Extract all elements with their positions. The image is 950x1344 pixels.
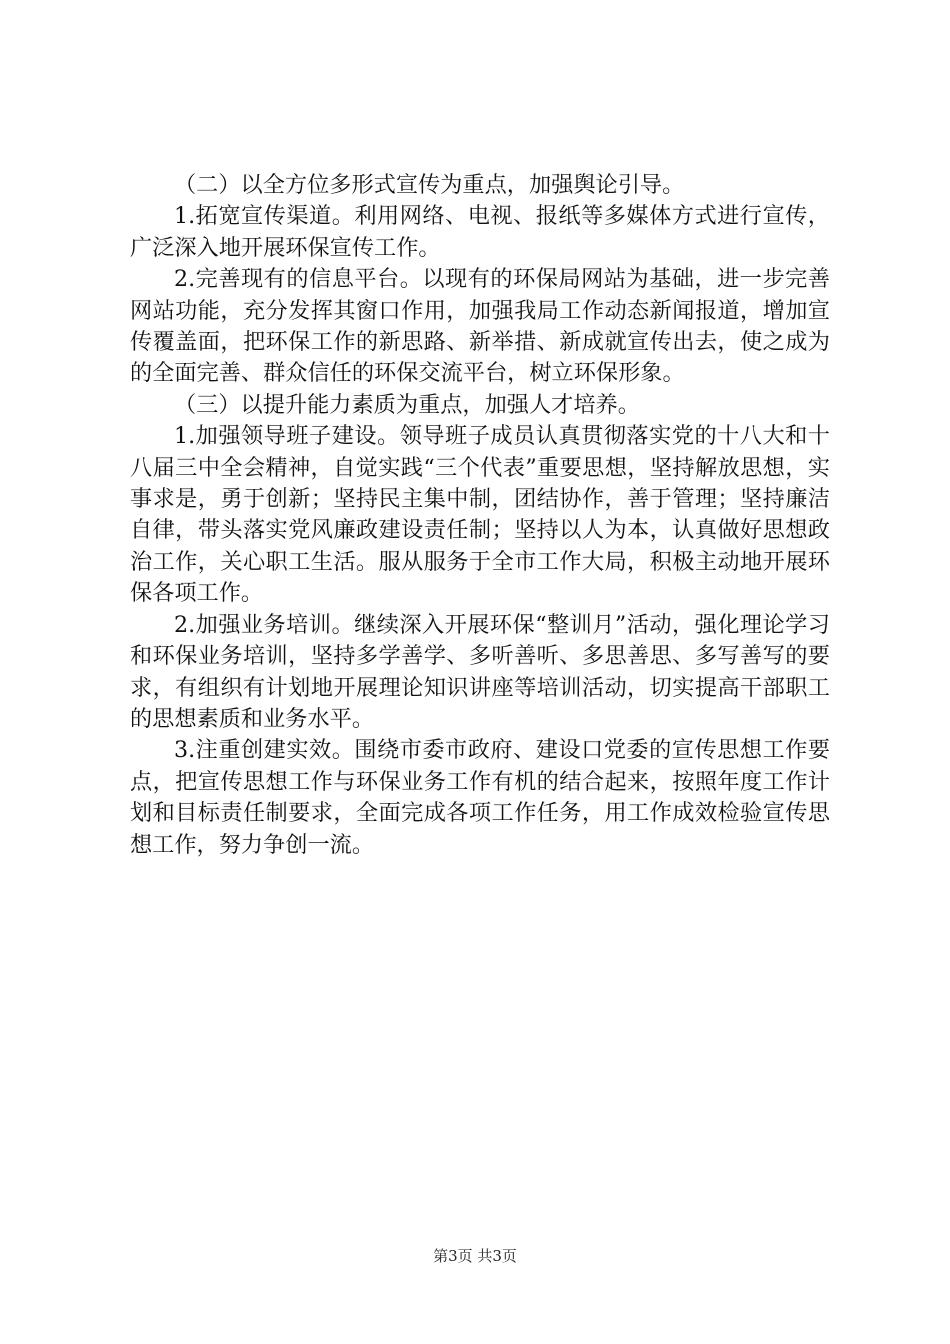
section-heading-two: （二）以全方位多形式宣传为重点，加强舆论引导。 bbox=[174, 172, 685, 198]
paragraph-leadership: 1.加强领导班子建设。领导班子成员认真贯彻落实党的十八大和十八届三中全会精神，自觉实践“三个代表”重要思想，坚持解放思想，实事求是，勇于创新；坚持民主集中制，团结协作，善于管理；坚持廉洁自律，带头落实党风廉政建设责任制；坚持以人为本，认真做好思想政治工作，关心职工生活。服从服务于全市工作大局，积极主动地开展环保各项工作。 bbox=[130, 423, 830, 607]
paragraph-info-platform: 2.完善现有的信息平台。以现有的环保局网站为基础，进一步完善网站功能，充分发挥其窗口作用，加强我局工作动态新闻报道，增加宣传覆盖面，把环保工作的新思路、新举措、新成就宣传出去，使之成为的全面完善、群众信任的环保交流平台，树立环保形象。 bbox=[130, 266, 830, 387]
paragraph-training: 2.加强业务培训。继续深入开展环保“整训月”活动，强化理论学习和环保业务培训，坚持多学善学、多听善听、多思善思、多写善写的要求，有组织有计划地开展理论知识讲座等培训活动，切实提高干部职工的思想素质和业务水平。 bbox=[130, 611, 830, 732]
paragraph-effectiveness: 3.注重创建实效。围绕市委市政府、建设口党委的宣传思想工作要点，把宣传思想工作与环保业务工作有机的结合起来，按照年度工作计划和目标责任制要求，全面完成各项工作任务，用工作成效检验宣传思想工作，努力争创一流。 bbox=[130, 737, 830, 858]
page-number-footer: 第3页 共3页 bbox=[433, 1247, 517, 1265]
section-heading-three: （三）以提升能力素质为重点，加强人才培养。 bbox=[174, 391, 640, 418]
document-body bbox=[130, 170, 830, 861]
paragraph-widen-channels: 1.拓宽宣传渠道。利用网络、电视、报纸等多媒体方式进行宣传，广泛深入地开展环保宣传工作。 bbox=[130, 203, 830, 261]
